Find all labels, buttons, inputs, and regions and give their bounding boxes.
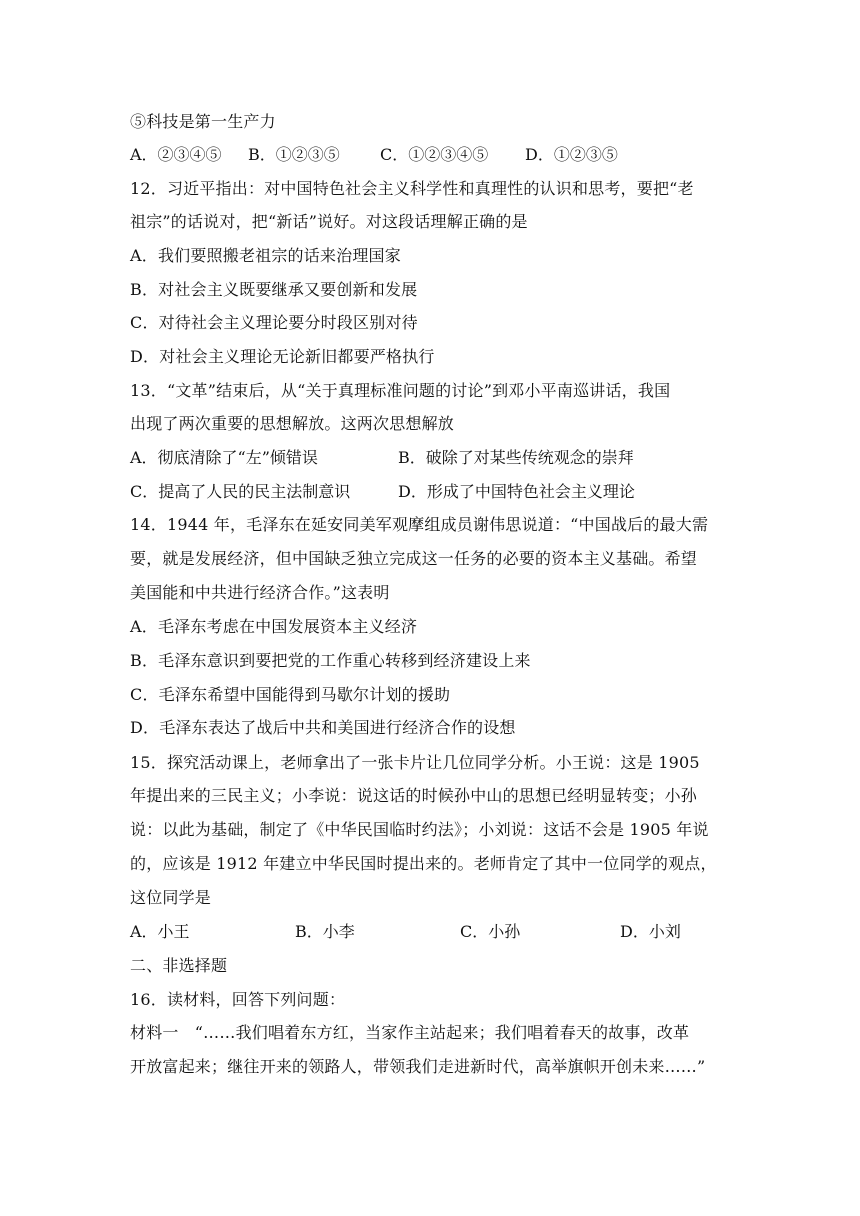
q11-option-c: C．①②③④⑤ bbox=[380, 145, 489, 164]
q13-option-d: D．形成了中国特色社会主义理论 bbox=[398, 482, 635, 501]
q13-option-c: C．提高了人民的民主法制意识 bbox=[130, 482, 351, 501]
q14-option-c: C．毛泽东希望中国能得到马歇尔计划的援助 bbox=[130, 685, 451, 704]
q14-stem-line-1: 14．1944 年，毛泽东在延安同美军观摩组成员谢伟思说道：“中国战后的最大需 bbox=[130, 515, 709, 534]
q15-stem-line-5: 这位同学是 bbox=[130, 888, 212, 907]
q12-stem-line-1: 12．习近平指出：对中国特色社会主义科学性和真理性的认识和思考，要把“老 bbox=[130, 179, 694, 198]
q11-option-a: A．②③④⑤ bbox=[130, 145, 222, 164]
q12-stem-line-2: 祖宗”的话说对，把“新话”说好。对这段话理解正确的是 bbox=[130, 212, 528, 231]
section-2-title: 二、非选择题 bbox=[130, 956, 228, 975]
q15-option-c: C．小孙 bbox=[460, 922, 521, 941]
q13-option-b: B．破除了对某些传统观念的崇拜 bbox=[398, 448, 634, 467]
q15-stem-line-2: 年提出来的三民主义；小李说：说这话的时候孙中山的思想已经明显转变；小孙 bbox=[130, 786, 698, 805]
q14-option-b: B．毛泽东意识到要把党的工作重心转移到经济建设上来 bbox=[130, 651, 531, 670]
q15-option-a: A．小王 bbox=[130, 922, 190, 941]
q12-option-b: B．对社会主义既要继承又要创新和发展 bbox=[130, 280, 418, 299]
q15-stem-line-3: 说：以此为基础，制定了《中华民国临时约法》；小刘说：这话不会是 1905 年说 bbox=[130, 820, 709, 839]
q12-option-d: D．对社会主义理论无论新旧都要严格执行 bbox=[130, 347, 435, 366]
q14-option-d: D．毛泽东表达了战后中共和美国进行经济合作的设想 bbox=[130, 718, 516, 737]
q11-option-b: B．①②③⑤ bbox=[248, 145, 340, 164]
q16-material-1-line-2: 开放富起来；继往开来的领路人，带领我们走进新时代，高举旗帜开创未来……” bbox=[130, 1057, 706, 1076]
q16-stem: 16．读材料，回答下列问题： bbox=[130, 990, 346, 1009]
q14-stem-line-2: 要，就是发展经济，但中国缺乏独立完成这一任务的必要的资本主义基础。希望 bbox=[130, 549, 698, 568]
q15-option-d: D．小刘 bbox=[620, 922, 681, 941]
q13-stem-line-1: 13．“文革”结束后，从“关于真理标准问题的讨论”到邓小平南巡讲话，我国 bbox=[130, 381, 671, 400]
q14-option-a: A．毛泽东考虑在中国发展资本主义经济 bbox=[130, 617, 418, 636]
q15-option-b: B．小李 bbox=[295, 922, 355, 941]
q11-option-d: D．①②③⑤ bbox=[525, 145, 618, 164]
q15-stem-line-1: 15．探究活动课上，老师拿出了一张卡片让几位同学分析。小王说：这是 1905 bbox=[130, 753, 700, 772]
q12-option-c: C．对待社会主义理论要分时段区别对待 bbox=[130, 313, 418, 332]
q12-option-a: A．我们要照搬老祖宗的话来治理国家 bbox=[130, 246, 401, 265]
q14-stem-line-3: 美国能和中共进行经济合作。”这表明 bbox=[130, 583, 390, 602]
q13-stem-line-2: 出现了两次重要的思想解放。这两次思想解放 bbox=[130, 414, 455, 433]
q15-stem-line-4: 的，应该是 1912 年建立中华民国时提出来的。老师肯定了其中一位同学的观点， bbox=[130, 854, 717, 873]
q13-option-a: A．彻底清除了“左”倾错误 bbox=[130, 448, 318, 467]
q11-statement-5: ⑤科技是第一生产力 bbox=[130, 112, 276, 131]
q16-material-1-line-1: 材料一 “……我们唱着东方红，当家作主站起来；我们唱着春天的故事，改革 bbox=[130, 1023, 690, 1042]
